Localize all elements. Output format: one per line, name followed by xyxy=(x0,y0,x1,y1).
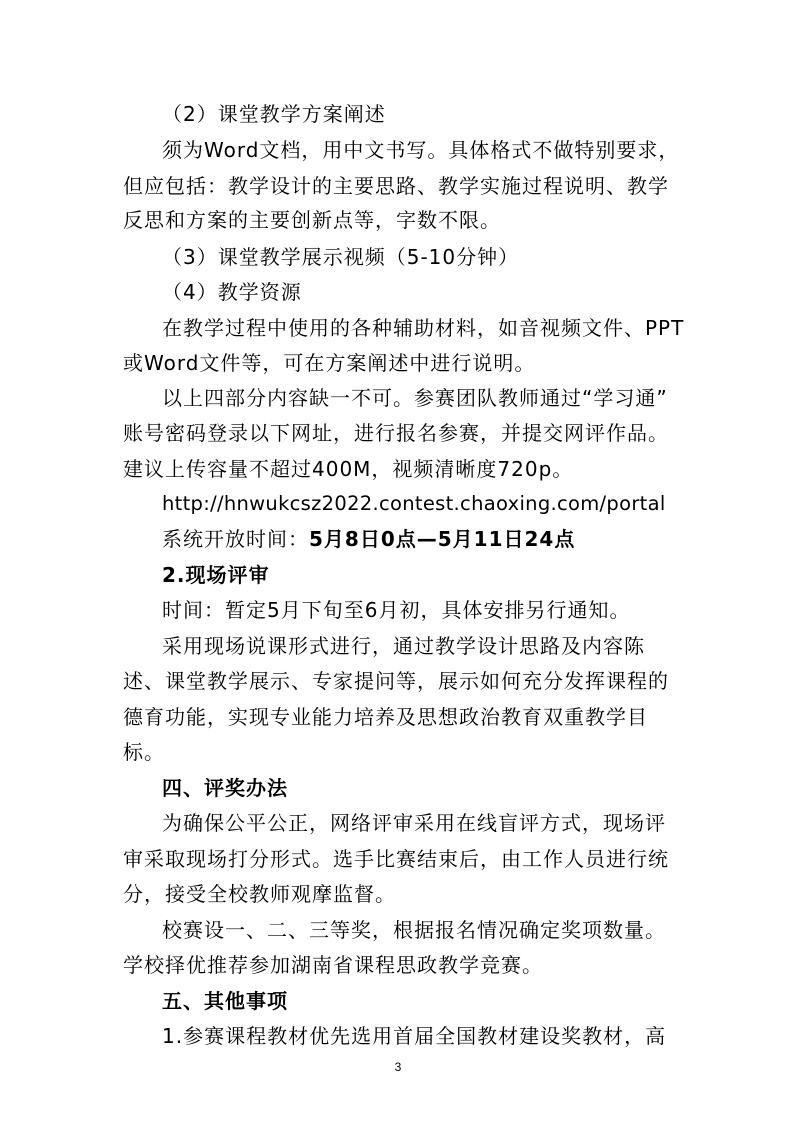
open-time-label: 系统开放时间： xyxy=(162,527,309,551)
paragraph-line: 须为Word文档，用中文书写。具体格式不做特别要求， xyxy=(162,138,680,162)
subheading-resources: （4）教学资源 xyxy=(162,280,302,304)
paragraph-line: 德育功能，实现专业能力培养及思想政治教育双重教学目 xyxy=(123,705,648,729)
paragraph-line: 标。 xyxy=(123,740,165,764)
paragraph-line: 在教学过程中使用的各种辅助材料，如音视频文件、PPT xyxy=(162,316,685,340)
paragraph-line: 建议上传容量不超过400M，视频清晰度720p。 xyxy=(123,457,574,481)
paragraph-line: 审采取现场打分形式。选手比赛结束后，由工作人员进行统 xyxy=(123,847,669,871)
paragraph-line: 学校择优推荐参加湖南省课程思政教学竞赛。 xyxy=(123,953,543,977)
open-time-value: 5月8日0点—5月11日24点 xyxy=(309,527,576,551)
paragraph-line: 采用现场说课形式进行，通过教学设计思路及内容陈 xyxy=(162,634,645,658)
page-number: 3 xyxy=(394,1060,402,1074)
paragraph-line: 但应包括：教学设计的主要思路、教学实施过程说明、教学 xyxy=(123,174,669,198)
paragraph-line: 分，接受全校教师观摩监督。 xyxy=(123,882,396,906)
paragraph-line: 或Word文件等，可在方案阐述中进行说明。 xyxy=(123,351,536,375)
subheading-video: （3）课堂教学展示视频（5-10分钟） xyxy=(162,245,520,269)
paragraph-line: 反思和方案的主要创新点等，字数不限。 xyxy=(123,208,501,232)
paragraph-line: 以上四部分内容缺一不可。参赛团队教师通过“学习通” xyxy=(162,386,668,410)
section-heading-other-matters: 五、其他事项 xyxy=(162,989,288,1013)
paragraph-line: 1.参赛课程教材优先选用首届全国教材建设奖教材，高 xyxy=(162,1024,667,1048)
paragraph-line: 述、课堂教学展示、专家提问等，展示如何充分发挥课程的 xyxy=(123,669,669,693)
paragraph-line: 账号密码登录以下网址，进行报名参赛，并提交网评作品。 xyxy=(123,421,669,445)
section-heading-onsite-review: 2.现场评审 xyxy=(162,563,270,587)
paragraph-line: 为确保公平公正，网络评审采用在线盲评方式，现场评 xyxy=(162,811,666,835)
portal-url: http://hnwukcsz2022.contest.chaoxing.com/portal xyxy=(162,492,666,515)
section-heading-awards: 四、评奖办法 xyxy=(162,776,288,800)
paragraph-line: 时间：暂定5月下旬至6月初，具体安排另行通知。 xyxy=(162,598,631,622)
subheading-lesson-plan: （2）课堂教学方案阐述 xyxy=(162,102,386,126)
open-time-line xyxy=(162,526,575,552)
paragraph-line: 校赛设一、二、三等奖，根据报名情况确定奖项数量。 xyxy=(162,918,666,942)
